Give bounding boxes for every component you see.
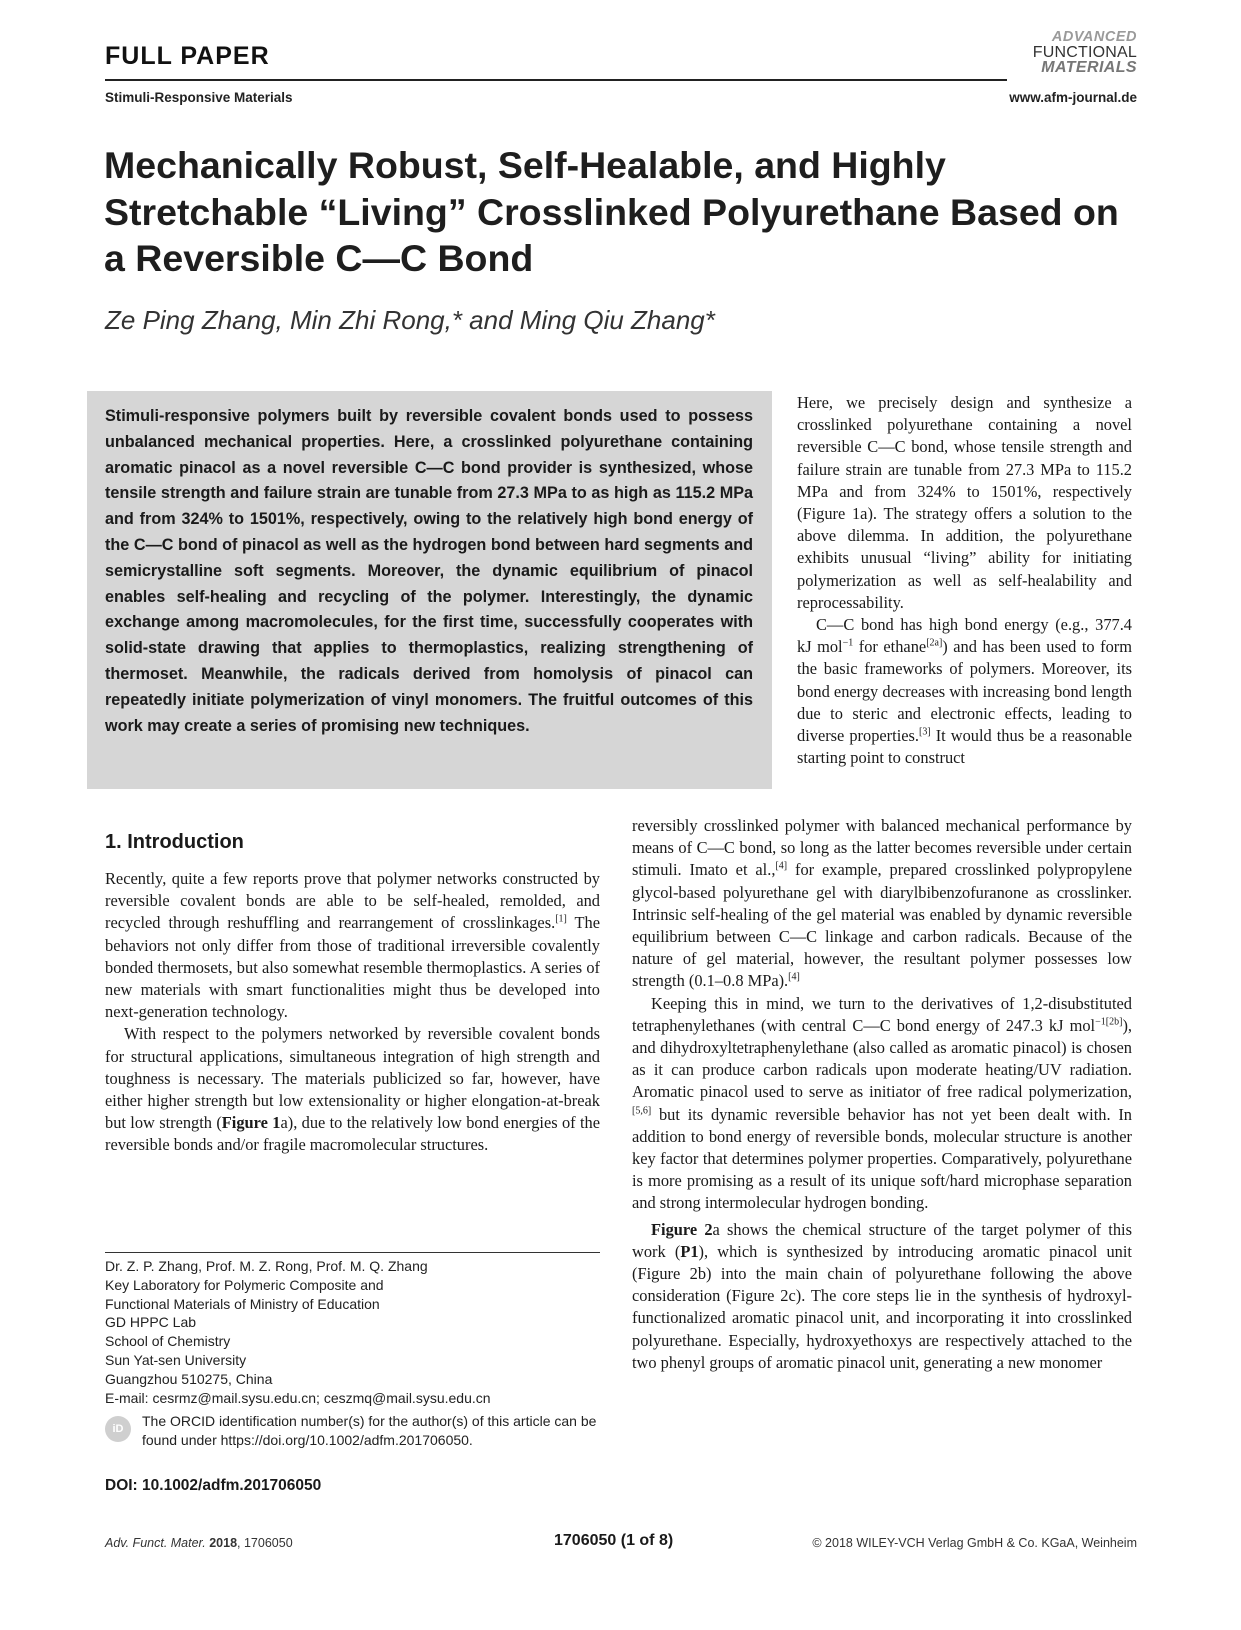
journal-logo: [1011, 30, 1137, 75]
paragraph: C—C bond has high bond energy (e.g., 377.4 kJ mol$^{-1}$ for ethane[2a]) and has been used to form the basic frameworks of polymers. Moreover, its bond energy decreases with increasing bond length due to steric and electronic effects, leading to diverse properties.[3] It would thus be a reasonable starting point to construct: [797, 615, 1133, 768]
orcid-icon: iD: [105, 1416, 131, 1442]
paragraph: With respect to the polymers networked by reversible covalent bonds for structural applications, simultaneous integration of high strength and toughness is necessary. The materials publicized so far, however, have either higher strength but low extensionality or higher elongation-at-break but low strength (Figure 1a), due to the relatively low bond energies of the reversible bonds and/or fragile macromolecular structures.: [105, 1024, 600, 1155]
affiliation-rule: [105, 1252, 600, 1253]
logo-line-2: FUNCTIONAL: [1032, 44, 1137, 61]
orcid-note: [105, 1412, 600, 1450]
paragraph: Recently, quite a few reports prove that polymer networks constructed by reversible covalent bonds are able to be self-healed, remolded, and recycled through reshuffling and rearrangement of crosslinkages.[1] The behaviors not only differ from those of traditional irreversible covalently bonded thermosets, but also somewhat resemble thermoplastics. A series of new materials with smart functionalities might thus be developed into next-generation technology.: [105, 869, 600, 1022]
reference-link[interactable]: [3]: [919, 726, 931, 738]
paragraph: Figure 2a shows the chemical structure of the target polymer of this work (P1), which is synthesized by introducing aromatic pinacol unit (Figure 2b) into the main chain of polyurethane following the above consideration (Figure 2c). The core steps lie in the synthesis of hydroxyl-functionalized aromatic pinacol unit, and incorporating it into crosslinked polyurethane. Especially, hydroxyethoxys are respectively attached to the two phenyl groups of aromatic pinacol unit, generating a new monomer: [632, 1219, 1132, 1372]
left-column: [105, 868, 600, 1157]
orcid-text[interactable]: The ORCID identification number(s) for the author(s) of this article can be found under https://doi.org/10.1002/adfm.201706050.: [142, 1413, 597, 1448]
reference-link[interactable]: [4]: [788, 971, 800, 983]
author-list: Ze Ping Zhang, Min Zhi Rong,* and Ming Qiu Zhang*: [105, 305, 715, 335]
affiliation-line: Sun Yat-sen University: [105, 1351, 247, 1368]
reference-link[interactable]: [4]: [775, 860, 788, 872]
doi-label[interactable]: DOI: 10.1002/adfm.201706050: [105, 1477, 322, 1494]
reference-link[interactable]: [2a]: [926, 637, 943, 649]
reference-link[interactable]: [1]: [555, 913, 567, 925]
journal-url-link[interactable]: www.afm-journal.de: [1009, 90, 1137, 105]
paragraph: Here, we precisely design and synthesize a crosslinked polyurethane containing a novel reversible C—C bond, whose tensile strength and failure strain are tunable from 27.3 MPa to 115.2 MPa and from 324% to 1501%, respectively (Figure 1a). The strategy offers a solution to the above dilemma. In addition, the polyurethane exhibits unusual “living” ability for initiating polymerization as well as self-healability and reprocessability.: [797, 393, 1132, 612]
article-title: Mechanically Robust, Self-Healable, and Highly Stretchable “Living” Crosslinked Polyurethane Based on a Reversible C—C Bond: [104, 144, 1119, 279]
affiliation-line: School of Chemistry: [105, 1333, 231, 1350]
right-column-top: [797, 392, 1132, 769]
logo-line-1: ADVANCED: [1051, 29, 1137, 45]
abstract-text: Stimuli-responsive polymers built by reversible covalent bonds used to possess unbalanced mechanical properties. Here, a crosslinked polyurethane containing aromatic pinacol as a novel reversible C—C bond provider is synthesized, whose tensile strength and failure strain are tunable from 27.3 MPa to as high as 115.2 MPa and from 324% to 1501%, respectively, owing to the relatively high bond energy of the C—C bond of pinacol as well as the hydrogen bond between hard segments and semicrystalline soft segments. Moreover, the dynamic equilibrium of pinacol enables self-healing and recycling of the polymer. Interestingly, the dynamic exchange among macromolecules, for the first time, successfully cooperates with solid-state drawing that applies to thermoplastics, realizing strengthening of thermoset. Meanwhile, the radicals derived from homolysis of pinacol can repeatedly initiate polymerization of vinyl monomers. The fruitful outcomes of this work may create a series of promising new techniques.: [105, 407, 753, 735]
footer-citation: Adv. Funct. Mater. 2018, 1706050: [105, 1536, 293, 1550]
section-heading-introduction: 1. Introduction: [105, 831, 244, 853]
header-rule: [105, 79, 1007, 81]
affiliation-line: Key Laboratory for Polymeric Composite and: [105, 1276, 384, 1293]
footer-copyright: © 2018 WILEY-VCH Verlag GmbH & Co. KGaA, Weinheim: [812, 1536, 1137, 1550]
affiliation-line: GD HPPC Lab: [105, 1314, 197, 1331]
article-type-label: FULL PAPER: [105, 42, 270, 70]
affiliation-line: Dr. Z. P. Zhang, Prof. M. Z. Rong, Prof. M. Q. Zhang: [105, 1258, 428, 1274]
section-label: Stimuli-Responsive Materials: [105, 90, 293, 105]
reference-link[interactable]: [5,6]: [632, 1105, 652, 1117]
affiliation-line: Guangzhou 510275, China: [105, 1370, 273, 1387]
paragraph: reversibly crosslinked polymer with balanced mechanical performance by means of C—C bond, so long as the latter becomes reversible under certain stimuli. Imato et al.,[4] for example, prepared crosslinked polypropylene glycol-based polyurethane gel with diarylbibenzofuranone as crosslinker. Intrinsic self-healing of the gel material was enabled by dynamic reversible equilibrium between C—C linkage and carbon radicals. Because of the nature of gel material, however, the resultant polymer possesses low strength (0.1–0.8 MPa).[4]: [632, 816, 1132, 991]
right-column-bottom: [632, 815, 1132, 1374]
logo-line-3: MATERIALS: [1041, 59, 1137, 76]
affiliation-block: [105, 1257, 600, 1407]
paragraph: Keeping this in mind, we turn to the derivatives of 1,2-disubstituted tetraphenylethanes (with central C—C bond energy of 247.3 kJ mol$^{-1[2b]}$), and dihydroxyltetraphenylethane (also called as aromatic pinacol) is chosen as it can produce carbon radicals upon moderate heating/UV radiation. Aromatic pinacol used to serve as initiator of free radical polymerization,[5,6] but its dynamic reversible behavior has not yet been dealt with. In addition to bond energy of reversible bonds, molecular structure is another key factor that determines polymer properties. Comparatively, polyurethane is more promising as a result of its unique soft/hard microphase separation and strong intermolecular hydrogen bonding.: [632, 993, 1132, 1213]
page-number: 1706050 (1 of 8): [554, 1532, 674, 1549]
figure-link[interactable]: Figure 1: [221, 1113, 281, 1133]
figure-link[interactable]: Figure 2: [651, 1219, 713, 1239]
affiliation-line: Functional Materials of Ministry of Education: [105, 1295, 380, 1312]
email-line[interactable]: E-mail: cesrmz@mail.sysu.edu.cn; ceszmq@mail.sysu.edu.cn: [105, 1389, 491, 1406]
